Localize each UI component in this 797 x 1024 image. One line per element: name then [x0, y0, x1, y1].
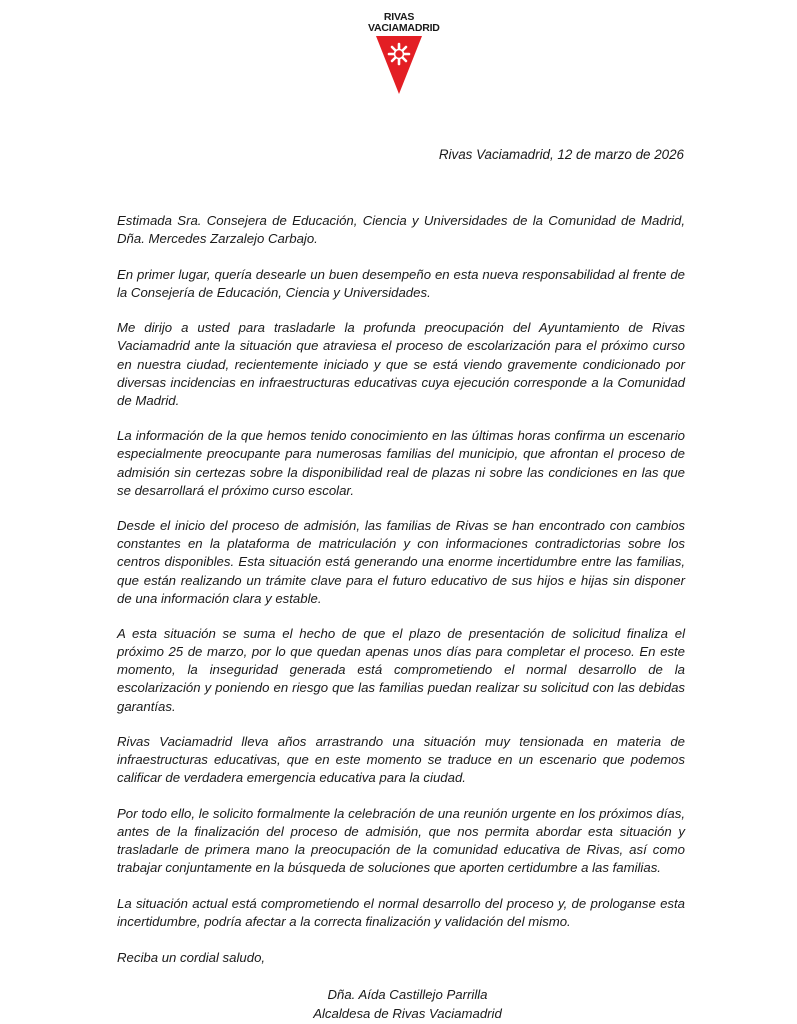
salutation: Estimada Sra. Consejera de Educación, Ciencia y Universidades de la Comunidad de Madrid, Dña. Mercedes Zarzalejo Carbajo. [117, 213, 685, 247]
letter-date: Rivas Vaciamadrid, 12 de marzo de 2026 [438, 147, 684, 162]
signature-title: Alcaldesa de Rivas Vaciamadrid [313, 1006, 502, 1021]
paragraph-2: Me dirijo a usted para trasladarle la profunda preocupación del Ayuntamiento de Rivas Vaciamadrid ante la situación que atraviesa el proceso de escolarización para el próximo curso en nuestra ciudad, recientemente iniciado y que se está viendo gravemente condicionado por diversas incidencias en infraestructuras educativas cuya ejecución corresponde a la Comunidad de Madrid. [117, 320, 685, 408]
letter-body [117, 212, 685, 984]
signature-block [0, 985, 797, 1023]
paragraph-7: Por todo ello, le solicito formalmente la celebración de una reunión urgente en los próximos días, antes de la finalización del proceso de admisión, que nos permita abordar esta situación y trasladarle de primera mano la preocupación de la comunidad educativa de Rivas, así como trabajar conjuntamente en la búsqueda de soluciones que aporten certidumbre a las familias. [117, 805, 685, 876]
header-logo [368, 11, 440, 94]
signature-name: Dña. Aída Castillejo Parrilla [327, 987, 488, 1002]
closing: Reciba un cordial saludo, [117, 949, 266, 965]
paragraph-3: La información de la que hemos tenido conocimiento en las últimas horas confirma un escenario especialmente preocupante para numerosas familias del municipio, que afrontan el proceso de admisión sin certezas sobre la disponibilidad real de plazas ni sobre las condiciones en las que se desarrollará el próximo curso escolar. [117, 428, 685, 498]
paragraph-8: La situación actual está comprometiendo el normal desarrollo del proceso y, de prologanse esta incertidumbre, podría afectar a la correcta finalización y validación del mismo. [117, 895, 685, 929]
paragraph-5: A esta situación se suma el hecho de que el plazo de presentación de solicitud finaliza el próximo 25 de marzo, por lo que quedan apenas unos días para completar el proceso. En este momento, la inseguridad generada está comprometiendo el normal desarrollo de la escolarización y poniendo en riesgo que las familias puedan realizar su solicitud con las debidas garantías. [117, 626, 685, 714]
logo-line-1: RIVAS [383, 11, 415, 23]
paragraph-4: Desde el inicio del proceso de admisión, las familias de Rivas se han encontrado con cambios constantes en la plataforma de matriculación y con informaciones contradictorias sobre los centros disponibles. Esta situación está generando una enorme incertidumbre entre las familias, que están realizando un trámite clave para el futuro educativo de sus hijos e hijas sin disponer de una información clara y estable. [117, 518, 685, 606]
paragraph-6: Rivas Vaciamadrid lleva años arrastrando una situación muy tensionada en materia de infraestructuras educativas, que en este momento se traduce en un escenario que podemos calificar de verdadera emergencia educativa para la ciudad. [117, 734, 685, 786]
logo-line-2: VACIAMADRID [368, 22, 440, 34]
logo-shield-icon [376, 36, 422, 94]
paragraph-1: En primer lugar, quería desearle un buen desempeño en esta nueva responsabilidad al frente de la Consejería de Educación, Ciencia y Universidades. [117, 266, 685, 300]
